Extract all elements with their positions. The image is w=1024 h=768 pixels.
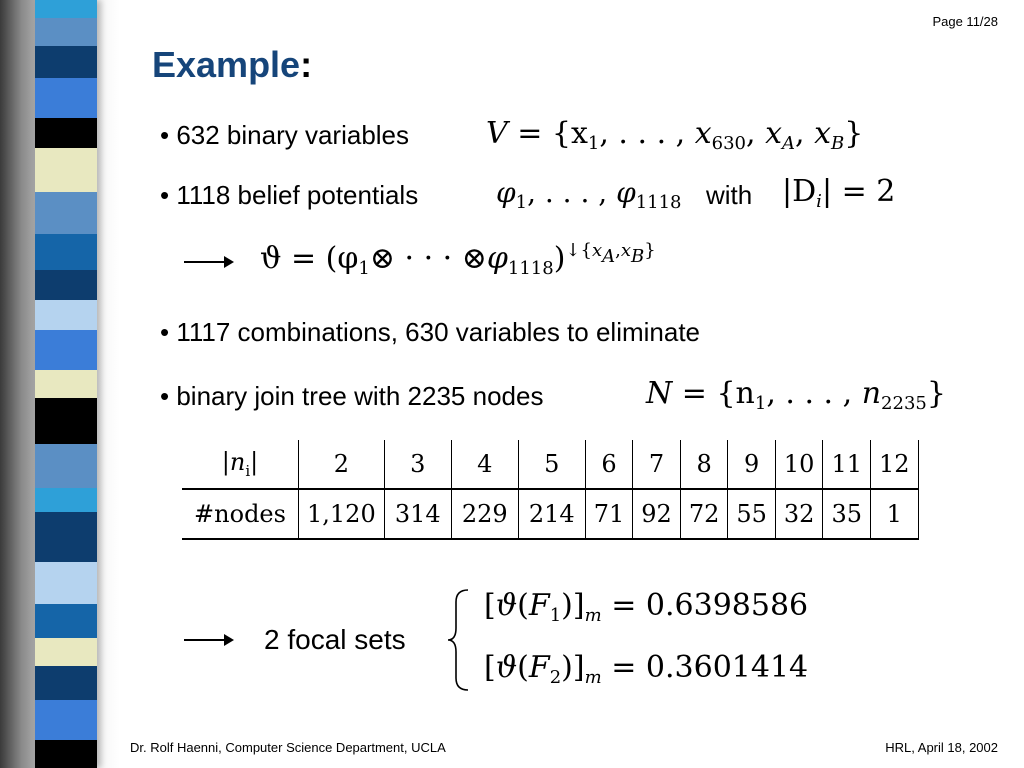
table-cell: 92 [633,489,681,539]
table-header-cell: $|n_i|$ [182,440,299,489]
formula-focal-1-value: = 0.6398586 [611,588,809,623]
table-header-cell: 2 [299,440,385,489]
with-label: with [706,180,753,210]
arrow-icon [184,261,232,263]
table-header-cell: 6 [585,440,633,489]
brace-icon [448,588,470,692]
table-header-cell: 10 [775,440,823,489]
left-stripe-decoration [35,0,97,768]
page-number: Page 11/28 [932,14,998,29]
table-cell: 1,120 [299,489,385,539]
formula-theta-text: ϑ = (φ [260,241,359,276]
title-word: Example [152,44,301,85]
table-header-cell: 3 [384,440,451,489]
table-header-cell: 7 [633,440,681,489]
table-header-cell: 11 [823,440,871,489]
formula-variable-set: $V = \{x_1$, . . . , $x_{630}$, $x_A$, $x_B$} [486,116,864,154]
formula-phi: φ [496,176,516,209]
table-cell: 229 [451,489,518,539]
table-header-cell: 9 [728,440,776,489]
table-header-cell: 8 [680,440,728,489]
table-header-cell: 5 [518,440,585,489]
formula-focal-1: $[ϑ(F_1)]_m = 0.6398586$ [484,588,809,626]
table-cell: 214 [518,489,585,539]
formula-Di-value: | = 2 [821,174,896,209]
title-colon: : [300,44,313,85]
table-cell: 1 [871,489,919,539]
formula-node-set: $N = \{n_1$, . . . , $n_{2235}$} [646,376,946,414]
focal-sets-label: 2 focal sets [264,624,406,655]
page-title [152,44,312,86]
formula-N-rhs: = {n [681,376,755,411]
table-header-cell: 12 [871,440,919,489]
table-cell: 72 [680,489,728,539]
bullet-binary-variables: • 632 binary variables [160,120,410,150]
formula-Di: |D [782,174,817,209]
table-cell: 35 [823,489,871,539]
formula-focal-2-value: = 0.3601414 [611,650,809,685]
footer-author: Dr. Rolf Haenni, Computer Science Department, UCLA [130,740,446,755]
table-cell: 71 [585,489,633,539]
bullet-belief-potentials: • 1118 belief potentials [160,180,419,210]
formula-focal-2: $[ϑ(F_2)]_m = 0.3601414$ [484,650,809,688]
bullet-combinations: • 1117 combinations, 630 variables to eliminate [160,317,701,347]
table-cell: 32 [775,489,823,539]
table-cell: 314 [384,489,451,539]
nodes-table [182,440,919,540]
formula-domain-size: $|D_i| = 2$ [782,174,896,212]
bullet-join-tree: • binary join tree with 2235 nodes [160,381,544,411]
formula-theta: $ϑ = (\varphi_1\otimes$ · · · $\otimes\varphi_{1118})^{↓\{x_A,x_B\}}$ [260,240,656,279]
table-row [182,489,918,539]
formula-N: N [646,376,673,411]
formula-var-V: V [486,116,508,151]
table-row-label: #nodes [182,489,299,539]
footer-date: HRL, April 18, 2002 [885,740,998,755]
formula-var-rhs: = {x [517,116,588,151]
formula-potentials: $\varphi_1$, . . . , $\varphi_{1118}$ [496,176,682,213]
table-header-row [182,440,918,489]
arrow-icon [184,639,232,641]
table-header-cell: 4 [451,440,518,489]
table-cell: 55 [728,489,776,539]
